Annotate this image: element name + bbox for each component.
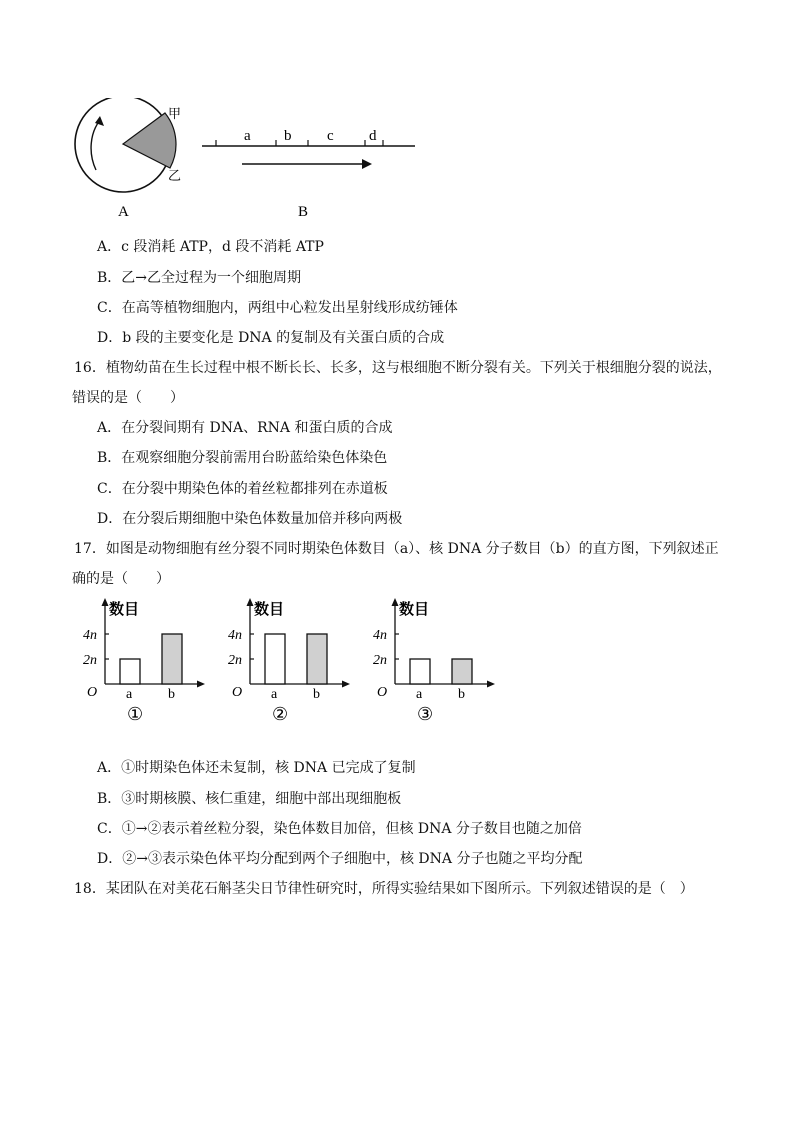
hist-1-bar-b (162, 634, 182, 684)
segment-label-b: b (284, 128, 292, 144)
q16-option-a: A．在分裂间期有 DNA、RNA 和蛋白质的合成 (97, 420, 393, 436)
hist-1-category-label: a (126, 687, 133, 702)
hist-1-ytick-label: 4n (83, 628, 97, 643)
hist-3-category-label: a (416, 687, 423, 702)
q17-option-d: D．②→③表示染色体平均分配到两个子细胞中，核 DNA 分子也随之平均分配 (97, 851, 583, 867)
hist-2-ylabel: 数目 (254, 602, 285, 618)
q17-stem-line2: 确的是（ ） (72, 571, 170, 587)
hist-2-x-axis-arrow (342, 681, 350, 688)
q16-option-b: B．在观察细胞分裂前需用台盼蓝给染色体染色 (97, 450, 388, 466)
hist-3-ylabel: 数目 (399, 602, 430, 618)
histogram-figure (80, 596, 530, 726)
cell-cycle-figure (60, 98, 440, 223)
hist-2-ytick-label: 4n (228, 628, 242, 643)
hist-1-ylabel: 数目 (109, 602, 140, 618)
hist-3-category-label: b (458, 687, 465, 702)
hist-1-bar-a (120, 659, 140, 684)
hist-1-origin: O (87, 685, 98, 700)
q17-stem-line1: 17．如图是动物细胞有丝分裂不同时期染色体数目（a）、核 DNA 分子数目（b）的直方图，下列叙述正 (74, 541, 719, 557)
q18-stem-line1: 18．某团队在对美花石斛茎尖日节律性研究时，所得实验结果如下图所示。下列叙述错误的是（ ） (74, 881, 694, 897)
hist-2-title: ② (272, 704, 289, 724)
hist-1-y-axis-arrow (102, 598, 109, 606)
segment-label-a: a (244, 128, 251, 144)
caption-a: A (118, 204, 129, 220)
segment-label-d: d (369, 128, 377, 144)
label-jia: 甲 (168, 106, 182, 121)
q15-option-b: B．乙→乙全过程为一个细胞周期 (97, 270, 302, 286)
hist-3-origin: O (377, 685, 388, 700)
segment-label-c: c (327, 128, 334, 144)
direction-arrow-head (362, 159, 372, 169)
hist-2-ytick-label: 2n (228, 653, 242, 668)
q16-option-d: D．在分裂后期细胞中染色体数量加倍并移向两极 (97, 511, 403, 527)
hist-2-y-axis-arrow (247, 598, 254, 606)
hist-2-category-label: b (313, 687, 320, 702)
q16-stem-line2: 错误的是（ ） (72, 390, 184, 406)
hist-1-ytick-label: 2n (83, 653, 97, 668)
caption-b: B (298, 204, 309, 220)
hist-1-title: ① (127, 704, 144, 724)
hist-1-x-axis-arrow (197, 681, 205, 688)
label-yi: 乙 (168, 168, 182, 183)
hist-3-ytick-label: 4n (373, 628, 387, 643)
hist-3-bar-a (410, 659, 430, 684)
hist-1-category-label: b (168, 687, 175, 702)
hist-3-ytick-label: 2n (373, 653, 387, 668)
hist-2-origin: O (232, 685, 243, 700)
hist-3-title: ③ (417, 704, 434, 724)
q15-option-a: A．c 段消耗 ATP，d 段不消耗 ATP (97, 239, 324, 255)
q15-option-c: C．在高等植物细胞内，两组中心粒发出星射线形成纺锤体 (97, 300, 458, 316)
hist-3-x-axis-arrow (487, 681, 495, 688)
q17-option-a: A．①时期染色体还未复制，核 DNA 已完成了复制 (97, 760, 416, 776)
hist-3-bar-b (452, 659, 472, 684)
q17-option-b: B．③时期核膜、核仁重建，细胞中部出现细胞板 (97, 791, 402, 807)
q17-option-c: C．①→②表示着丝粒分裂，染色体数目加倍，但核 DNA 分子数目也随之加倍 (97, 821, 582, 837)
q16-stem-line1: 16．植物幼苗在生长过程中根不断长长、长多，这与根细胞不断分裂有关。下列关于根细胞分裂的说法， (74, 360, 722, 376)
hist-2-category-label: a (271, 687, 278, 702)
hist-3-y-axis-arrow (392, 598, 399, 606)
hist-2-bar-a (265, 634, 285, 684)
q16-option-c: C．在分裂中期染色体的着丝粒都排列在赤道板 (97, 481, 388, 497)
curved-arrow (91, 120, 100, 170)
hist-2-bar-b (307, 634, 327, 684)
shaded-sector (123, 113, 176, 168)
q15-option-d: D．b 段的主要变化是 DNA 的复制及有关蛋白质的合成 (97, 330, 445, 346)
